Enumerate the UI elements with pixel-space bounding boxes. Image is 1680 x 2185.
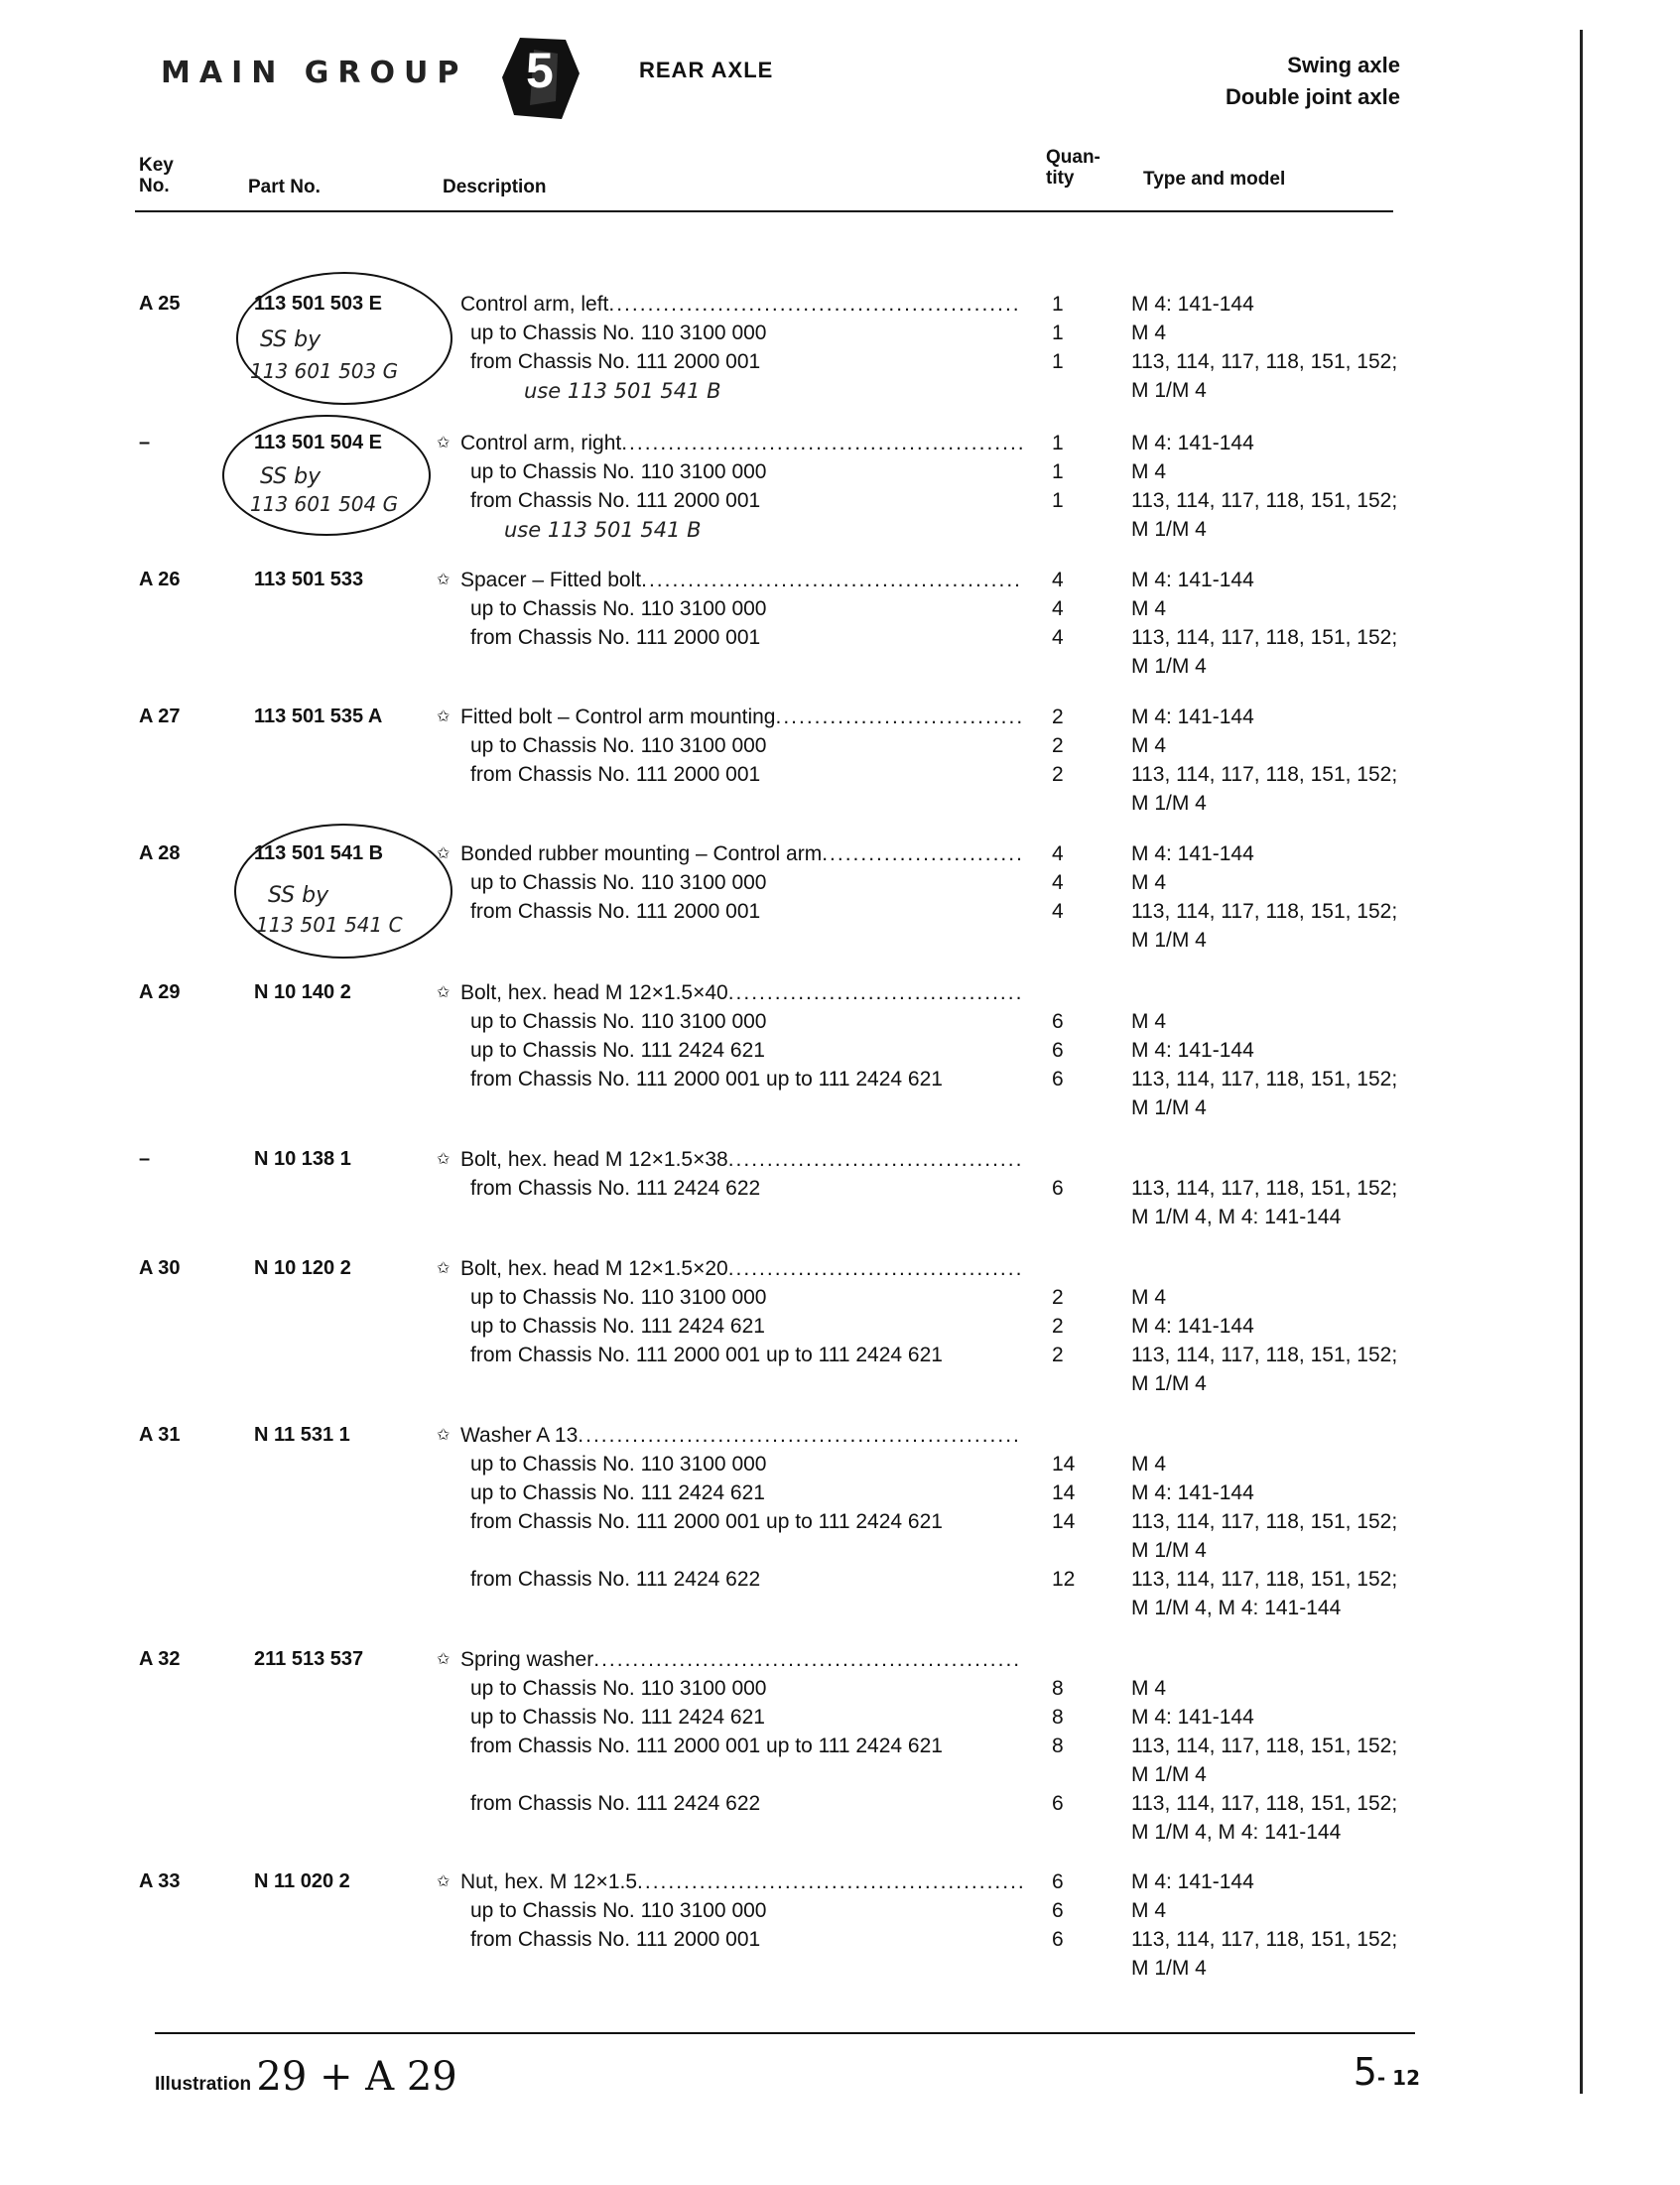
illustration-label: Illustration — [155, 2074, 252, 2095]
handwritten-note: 113 501 541 C — [256, 913, 403, 937]
quantity-value: 2 — [1052, 1286, 1064, 1309]
model-value: M 1/M 4, M 4: 141-144 — [1131, 1597, 1342, 1619]
description-block — [437, 1867, 1022, 1954]
dot-leader — [621, 429, 1022, 457]
dot-leader — [593, 1645, 1022, 1674]
col-quantity — [1046, 147, 1100, 189]
chassis-range: up to Chassis No. 110 3100 000 — [470, 1453, 767, 1476]
model-value — [1131, 1421, 1469, 1450]
chassis-range: from Chassis No. 111 2424 622 — [470, 1177, 761, 1200]
illustration-number: 29 + A 29 — [256, 2054, 457, 2100]
key-number: A 27 — [139, 706, 181, 727]
model-value: M 4: 141-144 — [1131, 569, 1254, 591]
model-value: M 4: 141-144 — [1131, 1706, 1254, 1729]
dot-leader — [641, 566, 1022, 594]
model-value: M 4 — [1131, 871, 1167, 894]
model-value: 113, 114, 117, 118, 151, 152; — [1131, 1510, 1398, 1533]
chassis-range: from Chassis No. 111 2000 001 up to 111 2424 621 — [470, 1510, 943, 1533]
model-value: M 4 — [1131, 1286, 1167, 1309]
quantity-value: 4 — [1052, 569, 1064, 591]
model-value: M 4 — [1131, 460, 1167, 483]
chassis-range: up to Chassis No. 110 3100 000 — [470, 460, 767, 483]
part-number: 113 501 533 — [254, 569, 364, 590]
quantity-value: 1 — [1052, 293, 1064, 316]
dot-leader — [637, 1867, 1022, 1896]
model-value: M 4: 141-144 — [1131, 842, 1254, 865]
quantity-value: 6 — [1052, 1792, 1064, 1815]
page-number-main: 5 — [1353, 2050, 1377, 2094]
item-description: Control arm, right — [460, 432, 622, 454]
chassis-range: up to Chassis No. 111 2424 621 — [470, 1481, 765, 1504]
quantity-value — [1052, 1760, 1092, 1789]
dot-leader — [578, 1421, 1022, 1450]
quantity-value — [1052, 1421, 1092, 1450]
item-description: Bolt, hex. head M 12×1.5×40 — [460, 981, 728, 1004]
dot-leader — [728, 1254, 1022, 1283]
star-marker: ✩ — [437, 1651, 451, 1668]
quantity-value: 12 — [1052, 1568, 1076, 1591]
chassis-range: up to Chassis No. 110 3100 000 — [470, 734, 767, 757]
model-value: M 4: 141-144 — [1131, 1870, 1254, 1893]
model-value: M 1/M 4 — [1131, 792, 1207, 815]
model-block — [1131, 290, 1469, 405]
chassis-range: from Chassis No. 111 2000 001 — [470, 350, 761, 373]
part-number: 113 501 535 A — [254, 706, 383, 727]
handwritten-note: 113 601 504 G — [250, 492, 399, 516]
model-block — [1131, 566, 1469, 681]
quantity-value: 4 — [1052, 871, 1064, 894]
item-description: Control arm, left — [460, 293, 609, 316]
quantity-block — [1052, 290, 1092, 376]
model-value: 113, 114, 117, 118, 151, 152; — [1131, 1344, 1398, 1366]
model-value: M 1/M 4 — [1131, 1539, 1207, 1562]
key-number: A 33 — [139, 1870, 181, 1892]
quantity-value: 4 — [1052, 842, 1064, 865]
part-number: 211 513 537 — [254, 1648, 364, 1670]
quantity-value — [1052, 1536, 1092, 1565]
key-number: – — [139, 1148, 151, 1170]
model-value: M 1/M 4 — [1131, 1763, 1207, 1786]
description-block — [437, 1145, 1022, 1203]
chassis-range — [437, 1760, 1022, 1789]
model-value — [1131, 1645, 1469, 1674]
star-marker: ✩ — [437, 435, 451, 451]
star-marker: ✩ — [437, 1260, 451, 1277]
handwritten-circle-a28 — [234, 824, 452, 959]
item-description: Nut, hex. M 12×1.5 — [460, 1870, 638, 1893]
part-number: N 10 138 1 — [254, 1148, 351, 1170]
model-block — [1131, 1645, 1469, 1847]
star-marker: ✩ — [437, 984, 451, 1001]
item-description: Spacer – Fitted bolt — [460, 569, 642, 591]
model-block — [1131, 1867, 1469, 1983]
chassis-range: up to Chassis No. 110 3100 000 — [470, 1010, 767, 1033]
quantity-value: 8 — [1052, 1735, 1064, 1757]
chassis-range: up to Chassis No. 110 3100 000 — [470, 1899, 767, 1922]
model-value: M 4: 141-144 — [1131, 1039, 1254, 1062]
item-description: Bonded rubber mounting – Control arm — [460, 842, 823, 865]
handwritten-note: use 113 501 541 B — [504, 518, 702, 542]
model-value: M 4 — [1131, 1899, 1167, 1922]
star-marker: ✩ — [437, 572, 451, 588]
description-block — [437, 1254, 1022, 1369]
key-number: A 25 — [139, 293, 181, 315]
handwritten-note: SS by — [268, 883, 329, 908]
part-number: N 11 020 2 — [254, 1870, 350, 1892]
quantity-value: 6 — [1052, 1928, 1064, 1951]
description-block — [437, 290, 1022, 376]
quantity-block — [1052, 1254, 1092, 1369]
quantity-value: 6 — [1052, 1039, 1064, 1062]
quantity-value: 4 — [1052, 626, 1064, 649]
model-value: M 1/M 4 — [1131, 379, 1207, 402]
model-value: M 4: 141-144 — [1131, 1481, 1254, 1504]
quantity-value — [1052, 1145, 1092, 1174]
model-value: M 4: 141-144 — [1131, 293, 1254, 316]
model-block — [1131, 1145, 1469, 1231]
dot-leader — [728, 978, 1022, 1007]
col-description: Description — [443, 177, 547, 197]
model-value — [1131, 1254, 1469, 1283]
key-number: A 32 — [139, 1648, 181, 1670]
main-group-label: MAIN GROUP — [161, 56, 468, 90]
binding-edge-line — [1580, 30, 1583, 2094]
page-number — [1354, 2050, 1420, 2094]
group-number: 5 — [526, 43, 554, 98]
col-quantity-line1: Quan- — [1046, 147, 1100, 168]
chassis-range: up to Chassis No. 110 3100 000 — [470, 1286, 767, 1309]
description-block — [437, 1421, 1022, 1594]
quantity-block — [1052, 1867, 1092, 1954]
star-marker: ✩ — [437, 1873, 451, 1890]
model-block — [1131, 429, 1469, 544]
model-value: M 1/M 4 — [1131, 655, 1207, 678]
model-value: M 1/M 4, M 4: 141-144 — [1131, 1821, 1342, 1844]
quantity-value: 6 — [1052, 1899, 1064, 1922]
quantity-value: 1 — [1052, 432, 1064, 454]
model-block — [1131, 839, 1469, 955]
quantity-block — [1052, 978, 1092, 1093]
key-number: A 29 — [139, 981, 181, 1003]
quantity-value: 14 — [1052, 1510, 1076, 1533]
header-rule — [135, 210, 1393, 212]
quantity-block — [1052, 703, 1092, 789]
chassis-range: from Chassis No. 111 2000 001 up to 111 2424 621 — [470, 1344, 943, 1366]
chassis-range: up to Chassis No. 111 2424 621 — [470, 1315, 765, 1338]
quantity-value: 2 — [1052, 734, 1064, 757]
col-key-no-line1: Key — [139, 155, 174, 176]
star-marker: ✩ — [437, 845, 451, 862]
quantity-value: 2 — [1052, 1315, 1064, 1338]
key-number: A 28 — [139, 842, 181, 864]
chassis-range: from Chassis No. 111 2424 622 — [470, 1792, 761, 1815]
quantity-value: 6 — [1052, 1010, 1064, 1033]
quantity-block — [1052, 1145, 1092, 1203]
quantity-value: 4 — [1052, 900, 1064, 923]
chassis-range: from Chassis No. 111 2000 001 — [470, 489, 761, 512]
model-value: 113, 114, 117, 118, 151, 152; — [1131, 350, 1398, 373]
axle-type-line-1: Swing axle — [1287, 53, 1400, 77]
star-marker: ✩ — [437, 1427, 451, 1444]
model-value: M 1/M 4 — [1131, 929, 1207, 952]
model-block — [1131, 703, 1469, 818]
chassis-range: from Chassis No. 111 2000 001 — [470, 763, 761, 786]
chassis-range: up to Chassis No. 111 2424 621 — [470, 1039, 765, 1062]
model-value: M 4: 141-144 — [1131, 432, 1254, 454]
quantity-value: 6 — [1052, 1870, 1064, 1893]
model-value: 113, 114, 117, 118, 151, 152; — [1131, 1928, 1398, 1951]
model-value: 113, 114, 117, 118, 151, 152; — [1131, 1792, 1398, 1815]
key-number: – — [139, 432, 151, 453]
item-description: Spring washer — [460, 1648, 594, 1671]
col-type-model: Type and model — [1143, 169, 1286, 190]
chassis-range: up to Chassis No. 110 3100 000 — [470, 1677, 767, 1700]
part-number: 113 501 504 E — [254, 432, 383, 453]
model-value: 113, 114, 117, 118, 151, 152; — [1131, 489, 1398, 512]
part-number: N 10 120 2 — [254, 1257, 351, 1279]
col-key-no — [139, 155, 174, 196]
model-block — [1131, 1421, 1469, 1622]
dot-leader — [775, 703, 1022, 731]
part-number: N 11 531 1 — [254, 1424, 350, 1446]
key-number: A 30 — [139, 1257, 181, 1279]
model-value: 113, 114, 117, 118, 151, 152; — [1131, 1068, 1398, 1091]
part-number: N 10 140 2 — [254, 981, 351, 1003]
part-number: 113 501 503 E — [254, 293, 383, 315]
quantity-block — [1052, 1645, 1092, 1818]
quantity-value: 2 — [1052, 1344, 1064, 1366]
quantity-value: 6 — [1052, 1177, 1064, 1200]
quantity-value: 1 — [1052, 460, 1064, 483]
section-title: REAR AXLE — [639, 58, 774, 82]
handwritten-note: 113 601 503 G — [250, 359, 399, 383]
model-block — [1131, 1254, 1469, 1398]
quantity-block — [1052, 839, 1092, 926]
model-block — [1131, 978, 1469, 1122]
chassis-range: up to Chassis No. 110 3100 000 — [470, 321, 767, 344]
model-value — [1131, 1145, 1469, 1174]
chassis-range: up to Chassis No. 110 3100 000 — [470, 597, 767, 620]
axle-type-label — [1226, 50, 1400, 113]
model-value: 113, 114, 117, 118, 151, 152; — [1131, 1735, 1398, 1757]
chassis-range — [437, 1536, 1022, 1565]
quantity-value: 14 — [1052, 1481, 1076, 1504]
item-description: Washer A 13 — [460, 1424, 579, 1447]
col-part-no: Part No. — [248, 177, 321, 197]
description-block — [437, 703, 1022, 789]
chassis-range: from Chassis No. 111 2000 001 — [470, 626, 761, 649]
handwritten-circle-right — [222, 415, 431, 536]
model-value: M 1/M 4 — [1131, 518, 1207, 541]
model-value: 113, 114, 117, 118, 151, 152; — [1131, 763, 1398, 786]
chassis-range: from Chassis No. 111 2000 001 up to 111 2424 621 — [470, 1735, 943, 1757]
model-value: M 1/M 4 — [1131, 1372, 1207, 1395]
model-value — [1131, 978, 1469, 1007]
chassis-range: up to Chassis No. 111 2424 621 — [470, 1706, 765, 1729]
model-value: M 4 — [1131, 597, 1167, 620]
dot-leader — [822, 839, 1022, 868]
model-value: 113, 114, 117, 118, 151, 152; — [1131, 1568, 1398, 1591]
quantity-value — [1052, 978, 1092, 1007]
illustration-reference — [155, 2054, 457, 2100]
axle-type-line-2: Double joint axle — [1225, 84, 1400, 109]
model-value: 113, 114, 117, 118, 151, 152; — [1131, 900, 1398, 923]
quantity-value: 6 — [1052, 1068, 1064, 1091]
quantity-block — [1052, 1421, 1092, 1594]
quantity-block — [1052, 429, 1092, 515]
quantity-value: 4 — [1052, 597, 1064, 620]
model-value: M 1/M 4, M 4: 141-144 — [1131, 1206, 1342, 1228]
quantity-value: 1 — [1052, 321, 1064, 344]
quantity-value: 1 — [1052, 489, 1064, 512]
handwritten-note: use 113 501 541 B — [524, 379, 721, 403]
chassis-range: from Chassis No. 111 2000 001 — [470, 900, 761, 923]
quantity-value: 8 — [1052, 1706, 1064, 1729]
description-block — [437, 978, 1022, 1093]
page-number-sub: - 12 — [1376, 2066, 1420, 2090]
star-marker: ✩ — [437, 1151, 451, 1168]
model-value: 113, 114, 117, 118, 151, 152; — [1131, 1177, 1398, 1200]
quantity-value: 1 — [1052, 350, 1064, 373]
chassis-range: from Chassis No. 111 2000 001 — [470, 1928, 761, 1951]
col-quantity-line2: tity — [1046, 168, 1075, 189]
part-number: 113 501 541 B — [254, 842, 384, 864]
quantity-value: 14 — [1052, 1453, 1076, 1476]
model-value: M 4 — [1131, 1010, 1167, 1033]
handwritten-note: SS by — [260, 464, 322, 489]
description-block — [437, 566, 1022, 652]
quantity-value: 8 — [1052, 1677, 1064, 1700]
key-number: A 31 — [139, 1424, 181, 1446]
item-description: Fitted bolt – Control arm mounting — [460, 706, 776, 728]
model-value: M 4 — [1131, 734, 1167, 757]
key-number: A 26 — [139, 569, 181, 590]
col-key-no-line2: No. — [139, 176, 170, 196]
model-value: M 4 — [1131, 1677, 1167, 1700]
star-marker: ✩ — [437, 708, 451, 725]
chassis-range: from Chassis No. 111 2000 001 up to 111 2424 621 — [470, 1068, 943, 1091]
description-block — [437, 429, 1022, 515]
chassis-range: up to Chassis No. 110 3100 000 — [470, 871, 767, 894]
quantity-value — [1052, 1645, 1092, 1674]
description-block — [437, 839, 1022, 926]
dot-leader — [728, 1145, 1022, 1174]
model-value: M 1/M 4 — [1131, 1096, 1207, 1119]
item-description: Bolt, hex. head M 12×1.5×20 — [460, 1257, 728, 1280]
quantity-value: 2 — [1052, 763, 1064, 786]
model-value: M 1/M 4 — [1131, 1957, 1207, 1980]
footer-rule — [155, 2032, 1415, 2034]
model-value: M 4: 141-144 — [1131, 706, 1254, 728]
chassis-range: from Chassis No. 111 2424 622 — [470, 1568, 761, 1591]
model-value: M 4 — [1131, 1453, 1167, 1476]
dot-leader — [608, 290, 1022, 319]
model-value: M 4: 141-144 — [1131, 1315, 1254, 1338]
quantity-value — [1052, 1254, 1092, 1283]
quantity-block — [1052, 566, 1092, 652]
group-number-badge — [500, 34, 582, 125]
handwritten-note: SS by — [260, 327, 322, 352]
description-block — [437, 1645, 1022, 1818]
model-value: M 4 — [1131, 321, 1167, 344]
model-value: 113, 114, 117, 118, 151, 152; — [1131, 626, 1398, 649]
item-description: Bolt, hex. head M 12×1.5×38 — [460, 1148, 728, 1171]
quantity-value: 2 — [1052, 706, 1064, 728]
